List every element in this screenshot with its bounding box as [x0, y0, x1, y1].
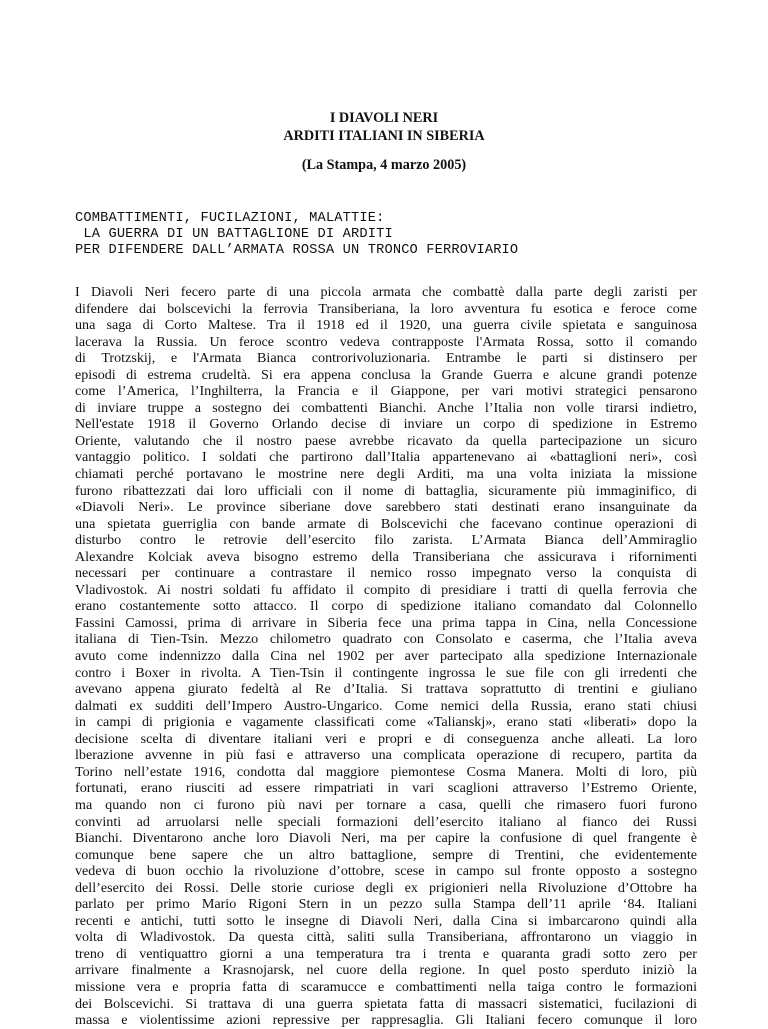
body-line: comunque bene sapere che un altro battaglione, sempre di Trentini, che evidentemente	[75, 846, 697, 863]
body-line: chiamati perché portavano le mostrine nere degli Arditi, ma una volta iniziata la missione	[75, 466, 697, 483]
body-line: recenti e antichi, tutti sotto le insegne di Diavoli Neri, dalla Cina si imbarcarono quindi alla	[75, 912, 697, 929]
document-title: I DIAVOLI NERI	[329, 110, 439, 126]
body-line: in campi di prigionia e vagamente classificati come «Talianskj», erano stati «liberati» dopo la	[75, 714, 697, 731]
body-line: treno di ventiquattro giorni a una temperatura tra i trenta e quaranta gradi sotto zero per	[75, 945, 697, 962]
body-line: di inviare truppe a sostegno dei combattenti Bianchi. Anche l’Italia non volle tirarsi indietro,	[75, 399, 697, 416]
body-line: di Trotzskij, e l'Armata Bianca controrivoluzionaria. Entrambe le parti si distinsero per	[75, 350, 697, 367]
body-line: missione vera e propria fatta di scaramucce e combattimenti nella taiga contro le formazioni	[75, 978, 697, 995]
body-line: lberazione avvenne in più fasi e attraverso una complicata operazione di recupero, partita da	[75, 747, 697, 764]
body-line: fortunati, erano riusciti ad essere rimpatriati in vari scaglioni attraverso l’Estremo Oriente,	[75, 780, 697, 797]
body-text	[75, 284, 697, 1029]
body-line: necessari per continuare a contrastare il nemico rosso impegnato verso la conquista di	[75, 565, 697, 582]
body-line: Torino nell’estate 1916, condotta dal maggiore piemontese Cosma Manera. Molti di loro, più	[75, 763, 697, 780]
body-line: arrivare finalmente a Krasnojarsk, nel cuore della regione. In quel posto sperduto iniziò la	[75, 962, 697, 979]
subtitle-line: PER DIFENDERE DALL’ARMATA ROSSA UN TRONCO FERROVIARIO	[75, 243, 519, 258]
body-line: vedeva di buon occhio la rivoluzione d’ottobre, scese in campo sul fronte opposto a sostegno	[75, 863, 697, 880]
subtitle-block	[75, 211, 705, 259]
body-line: disturbo contro le retrovie dell’esercito filo zarista. L’Armata Bianca dell’Ammiraglio	[75, 532, 697, 549]
body-line: ma quando non ci furono più navi per tornare a casa, quelli che rimasero fuori furono	[75, 796, 697, 813]
document-title-secondary: ARDITI ITALIANI IN SIBERIA	[283, 128, 485, 144]
body-line: massa e violentissime azioni repressive per rappresaglia. Gli Italiani fecero comunque il loro	[75, 1012, 697, 1029]
body-line: Vladivostok. Ai nostri soldati fu affidato il compito di presidiare i tratti di quella ferrovia che	[75, 581, 697, 598]
body-line: volta di Wladivostok. Da questa città, saliti sulla Transiberiana, affrontarono un viaggio in	[75, 929, 697, 946]
body-line: «Diavoli Neri». Le province siberiane dove sarebbero stati destinati erano insanguinate da	[75, 499, 697, 516]
body-line: avevano appena giurato fedeltà al Re d’Italia. Si trattava soprattutto di trentini e giuliano	[75, 681, 697, 698]
body-line: dei Bolscevichi. Si trattava di una guerra spietata fatta di massacri sistematici, fucilazioni di	[75, 995, 697, 1012]
body-line: I Diavoli Neri fecero parte di una piccola armata che combattè dalla parte degli zaristi per	[75, 284, 697, 300]
source-citation: (La Stampa, 4 marzo 2005)	[301, 157, 467, 173]
subtitle-line: LA GUERRA DI UN BATTAGLIONE DI ARDITI	[75, 227, 393, 242]
body-line: avuto come indennizzo dalla Cina nel 1902 per aver partecipato alla spedizione Internazionale	[75, 648, 697, 665]
body-line: Nell'estate 1918 il Governo Orlando decise di inviare un corpo di spedizione in Estremo	[75, 416, 697, 433]
body-line: una spietata guerriglia con bande armate di Bolscevichi che facevano continue operazioni di	[75, 515, 697, 532]
body-line: parlato per primo Mario Rigoni Stern in un pezzo sulla Stampa dell’11 aprile ‘84. Italiani	[75, 896, 697, 913]
body-line: vantaggio politico. I soldati che partirono dall’Italia appartenevano ai «battaglioni neri», così	[75, 449, 697, 466]
body-line: Bianchi. Diventarono anche loro Diavoli Neri, ma per capire la confusione di quel frangente è	[75, 830, 697, 847]
body-line: dalmati ex sudditi dell’Impero Austro-Ungarico. Come nemici della Russia, erano stati chiusi	[75, 697, 697, 714]
body-line: episodi di estrema crudeltà. Si era appena conclusa la Grande Guerra e alcune grandi potenze	[75, 366, 697, 383]
body-line: dell’esercito dei Rossi. Delle storie curiose degli ex prigionieri nella Rivoluzione d’Ottobre ha	[75, 879, 697, 896]
body-line: Oriente, valutando che il nostro paese avrebbe ricavato da quella partecipazione un sicuro	[75, 432, 697, 449]
body-line: una saga di Corto Maltese. Tra il 1918 ed il 1920, una guerra civile spietata e sanguinosa	[75, 317, 697, 334]
body-line: difendere dai bolscevichi la ferrovia Transiberiana, la loro avventura fu esotica e feroce come	[75, 300, 697, 317]
body-line: decisione scelta di diventare italiani veri e propri e di conseguenza anche alleati. La loro	[75, 730, 697, 747]
body-line: erano costantemente sotto attacco. Il corpo di spedizione italiano comandato dal Colonnello	[75, 598, 697, 615]
body-line: lacerava la Russia. Un feroce scontro vedeva contrapposte l'Armata Rossa, sotto il comando	[75, 333, 697, 350]
body-line: Fassini Camossi, prima di arrivare in Siberia fece una prima tappa in Cina, nella Concessione	[75, 614, 697, 631]
body-line: contro i Boxer in rivolta. A Tien-Tsin il contingente ingrossa le sue file con gli irredenti che	[75, 664, 697, 681]
body-line: Alexandre Kolciak aveva bisogno estremo della Transiberiana che assicurava i rifornimenti	[75, 548, 697, 565]
body-line: furono ribattezzati dai loro ufficiali con il nome di battaglia, sicuramente più immaginifico, di	[75, 482, 697, 499]
body-line: italiana di Tien-Tsin. Mezzo chilometro quadrato con Consolato e caserma, che l’Italia aveva	[75, 631, 697, 648]
body-line: come l’America, l’Inghilterra, la Francia e il Giappone, per vari motivi strategici pensarono	[75, 383, 697, 400]
body-line: convinti ad arruolarsi nelle speciali formazioni dell’esercito italiano al fianco dei Russi	[75, 813, 697, 830]
title-block	[0, 109, 768, 174]
subtitle-line: COMBATTIMENTI, FUCILAZIONI, MALATTIE:	[75, 211, 385, 226]
